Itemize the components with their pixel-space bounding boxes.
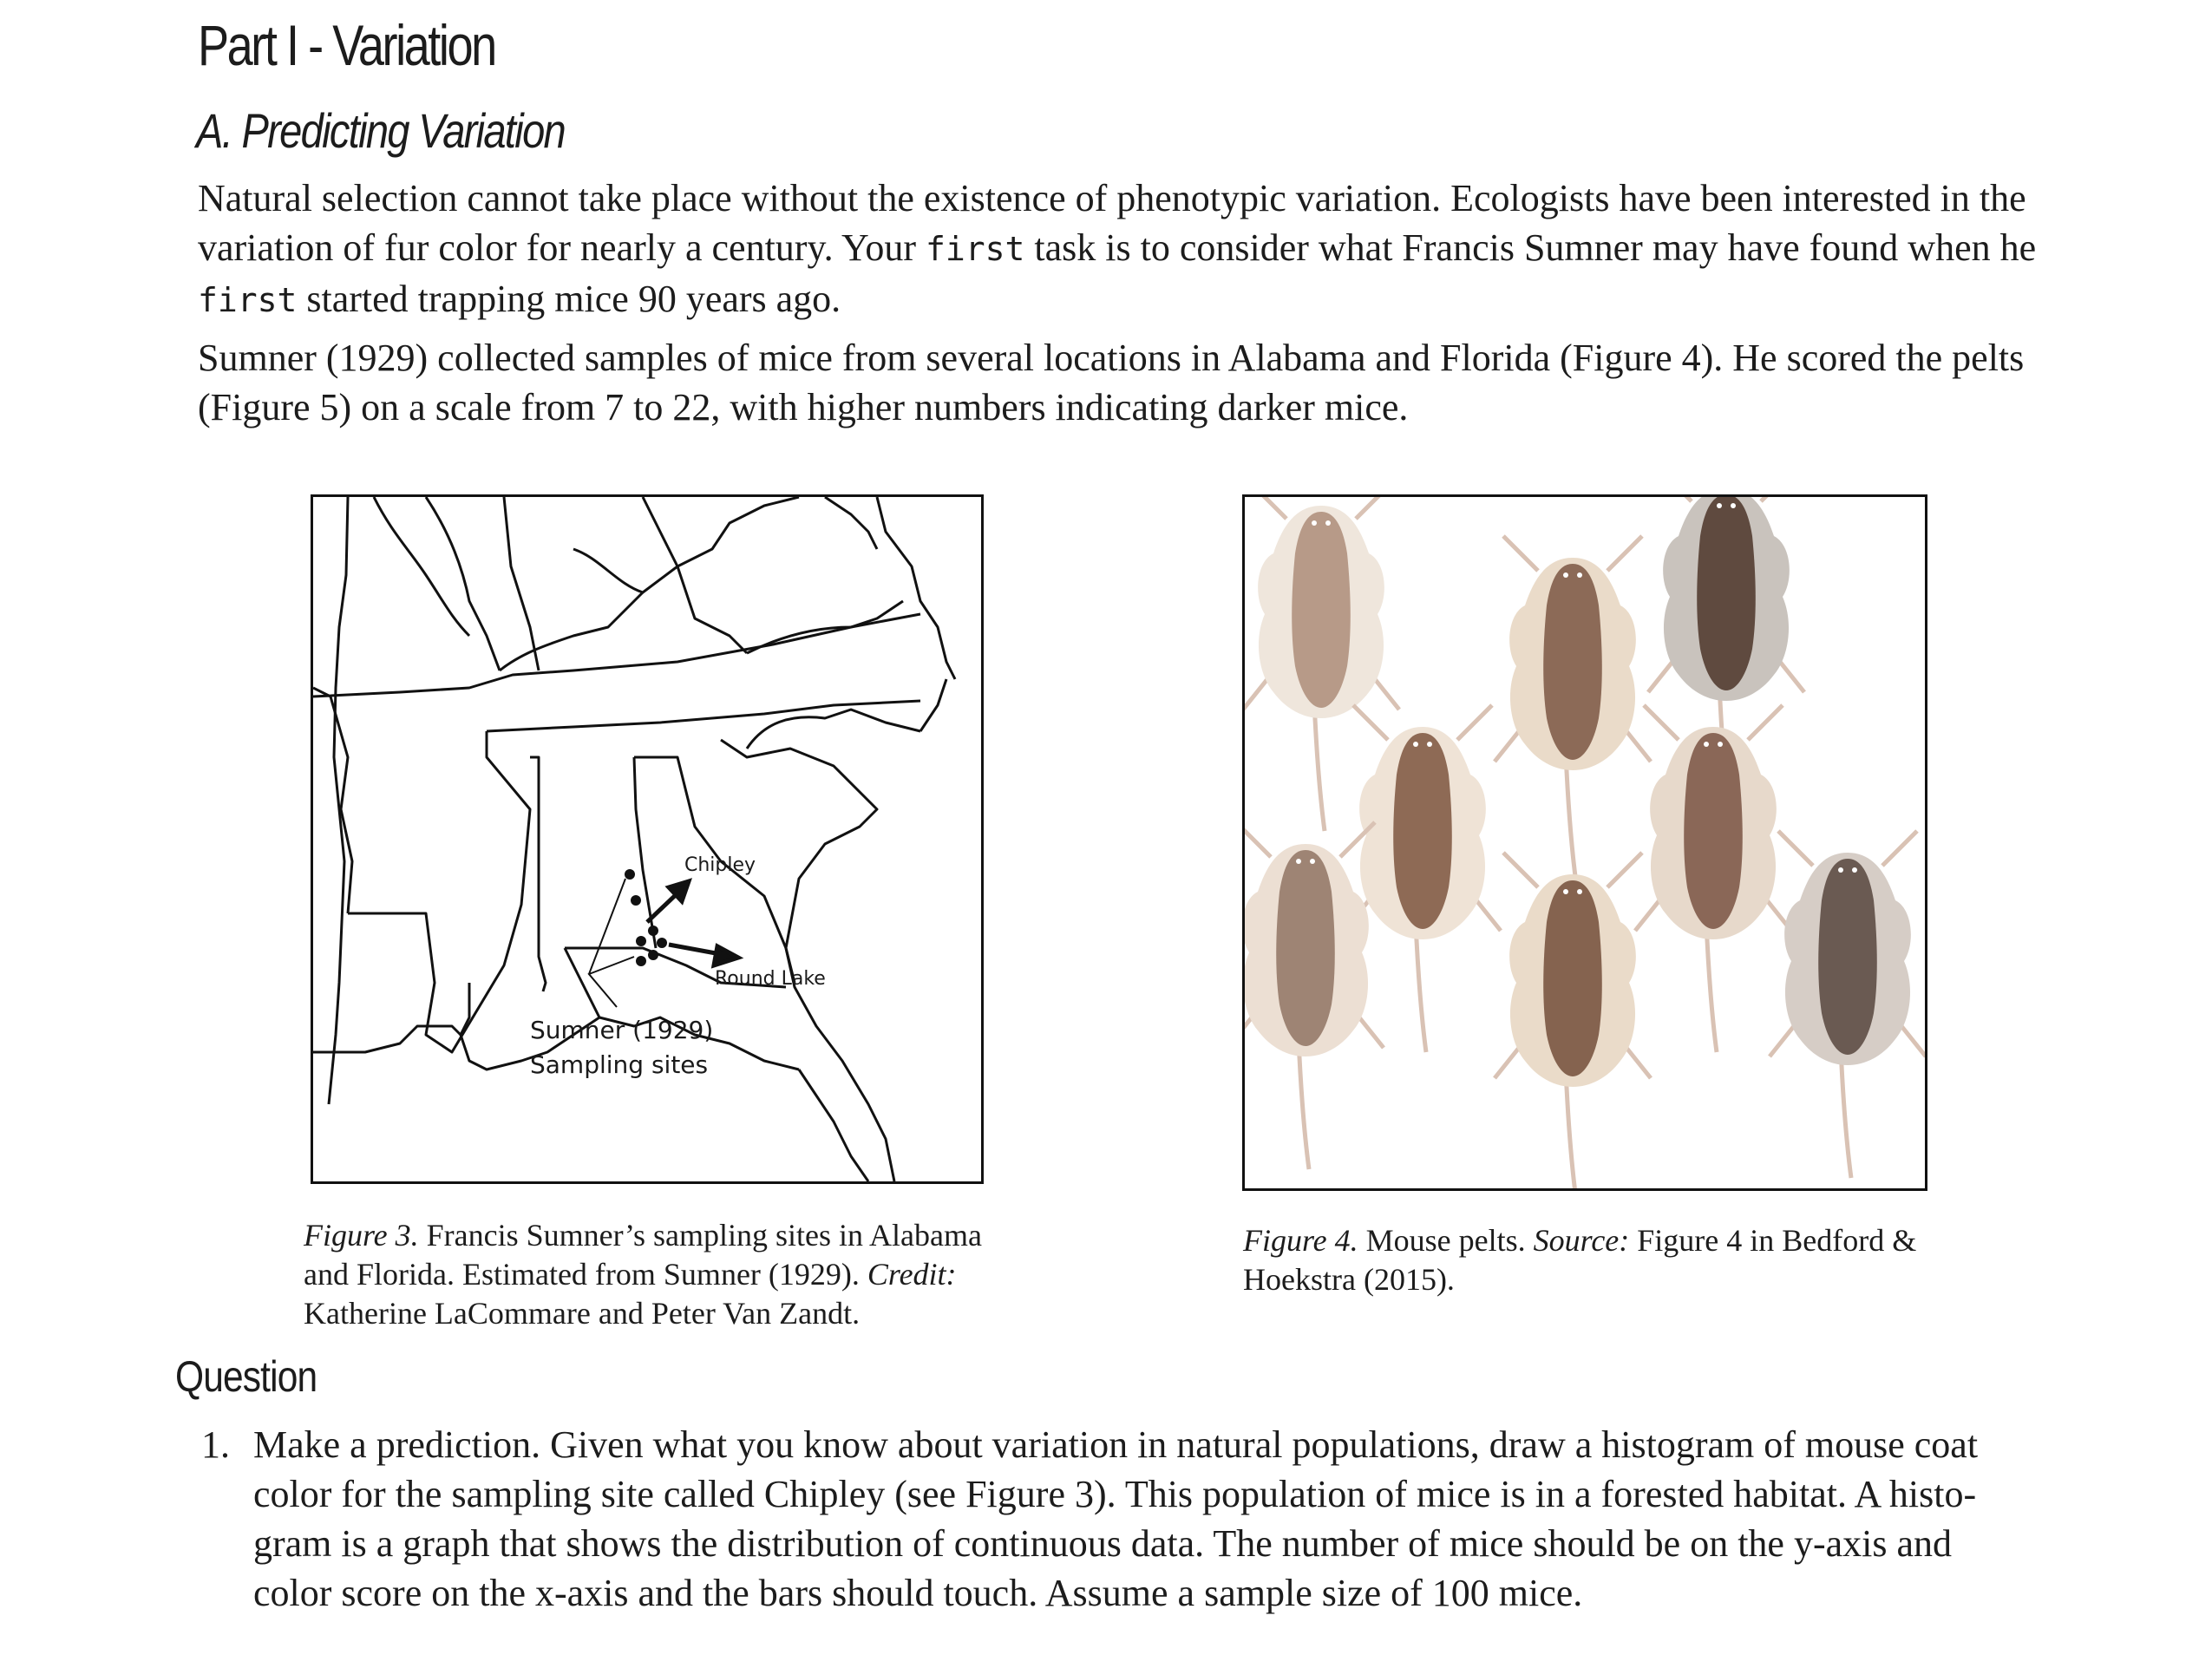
sampling-site-dot [648, 950, 658, 960]
intro-text-part1: Natural selection cannot take place without the existence of phenotypic variation. Ecologists have been interested in the variation of fur color for nearly a century. Your [198, 177, 2026, 269]
figure-3-caption-label: Figure 3. [304, 1218, 419, 1253]
round-lake-label: Round Lake [715, 968, 826, 990]
section-heading: Part I - Variation [198, 13, 495, 77]
coastline [920, 679, 946, 731]
label-pointer-lines [589, 879, 634, 1007]
figure-3-map [311, 494, 984, 1184]
arrow-head [714, 946, 738, 965]
question-number: 1. [201, 1423, 230, 1466]
figure-3-caption [304, 1216, 982, 1333]
sampling-site-dot [657, 938, 667, 948]
state-border-line [573, 549, 677, 592]
intro-text-part3: started trapping mice 90 years ago. [297, 278, 841, 320]
state-border-line [530, 757, 546, 991]
mouse-pelt [1770, 831, 1925, 1178]
sampling-label-line2: Sampling sites [530, 1050, 709, 1079]
callout-arrows [647, 881, 738, 965]
state-border-line [747, 710, 920, 749]
state-border-line [374, 497, 469, 636]
figure-3-caption-line1: Francis Sumner’s sampling sites in Alabama [418, 1218, 982, 1253]
figure-3-caption-line3: Katherine LaCommare and Peter Van Zandt. [304, 1296, 861, 1331]
map-drawing [313, 497, 981, 1181]
mouse-pelt [1495, 853, 1651, 1188]
intro-text-part2: task is to consider what Francis Sumner may have found when he [1024, 226, 2037, 269]
question-text [253, 1420, 2058, 1618]
mouse-pelt [1345, 705, 1501, 1052]
state-border-line [677, 566, 747, 653]
figure-4-caption-source-label: Source: [1533, 1223, 1630, 1258]
state-border-line [313, 688, 352, 913]
coastline [877, 497, 955, 679]
state-border-line [500, 592, 643, 670]
subsection-heading: A. Predicting Variation [196, 103, 566, 158]
sampling-site-dot [636, 956, 646, 966]
pointer-line [589, 957, 634, 1007]
pointer-line [589, 879, 625, 974]
intro-word-first: first [926, 230, 1025, 268]
sampling-paragraph: Sumner (1929) collected samples of mice from several locations in Alabama and Florida (Figure 4). He scored the pelts (Figure 5) on a scale from 7 to 22, with higher numbers indicating darker mice. [198, 337, 2025, 428]
mouse-pelt [1635, 705, 1791, 1052]
chipley-label: Chipley [684, 854, 756, 876]
state-border-line [348, 731, 530, 1052]
state-border-line [329, 497, 348, 1104]
state-border-line [504, 497, 539, 670]
mouse-pelt [1495, 536, 1651, 883]
sampling-label-line1: Sumner (1929) [530, 1016, 714, 1044]
question-heading: Question [175, 1352, 317, 1401]
state-border-line [313, 614, 920, 697]
question-line: color score on the x-axis and the bars should touch. Assume a sample size of 100 mice. [253, 1572, 1583, 1614]
sampling-site-dot [648, 926, 658, 936]
figure-4-caption-text: Mouse pelts. [1358, 1223, 1534, 1258]
state-border-line [721, 740, 877, 948]
figure-4-pelts [1242, 494, 1927, 1191]
coastline [825, 497, 877, 549]
state-border-line [487, 701, 920, 731]
figure-3-caption-line2: and Florida. Estimated from Sumner (1929). [304, 1257, 867, 1292]
figure-4-caption-citation: Figure 4 in Bedford & [1629, 1223, 1917, 1258]
figure-3-caption-credit-label: Credit: [867, 1257, 957, 1292]
state-border-line [643, 497, 799, 566]
question-line: color for the sampling site called Chipley (see Figure 3). This population of mice is in a forested habitat. A histo- [253, 1473, 1977, 1515]
pelt-photo [1245, 497, 1925, 1188]
figure-4-caption-label: Figure 4. [1243, 1223, 1358, 1258]
question-line: gram is a graph that shows the distribution of continuous data. The number of mice should be on the y-axis and [253, 1522, 1953, 1565]
state-border-line [426, 497, 500, 670]
figure-4-caption [1243, 1221, 1916, 1299]
sampling-site-dot [636, 936, 646, 946]
sampling-site-dot [625, 869, 635, 880]
sampling-site-dot [631, 895, 641, 906]
figure-4-caption-line2: Hoekstra (2015). [1243, 1262, 1455, 1297]
intro-paragraph [198, 173, 2063, 325]
intro-word-first: first [198, 281, 298, 319]
question-line: Make a prediction. Given what you know about variation in natural populations, draw a histogram of mouse coat [253, 1423, 1979, 1466]
